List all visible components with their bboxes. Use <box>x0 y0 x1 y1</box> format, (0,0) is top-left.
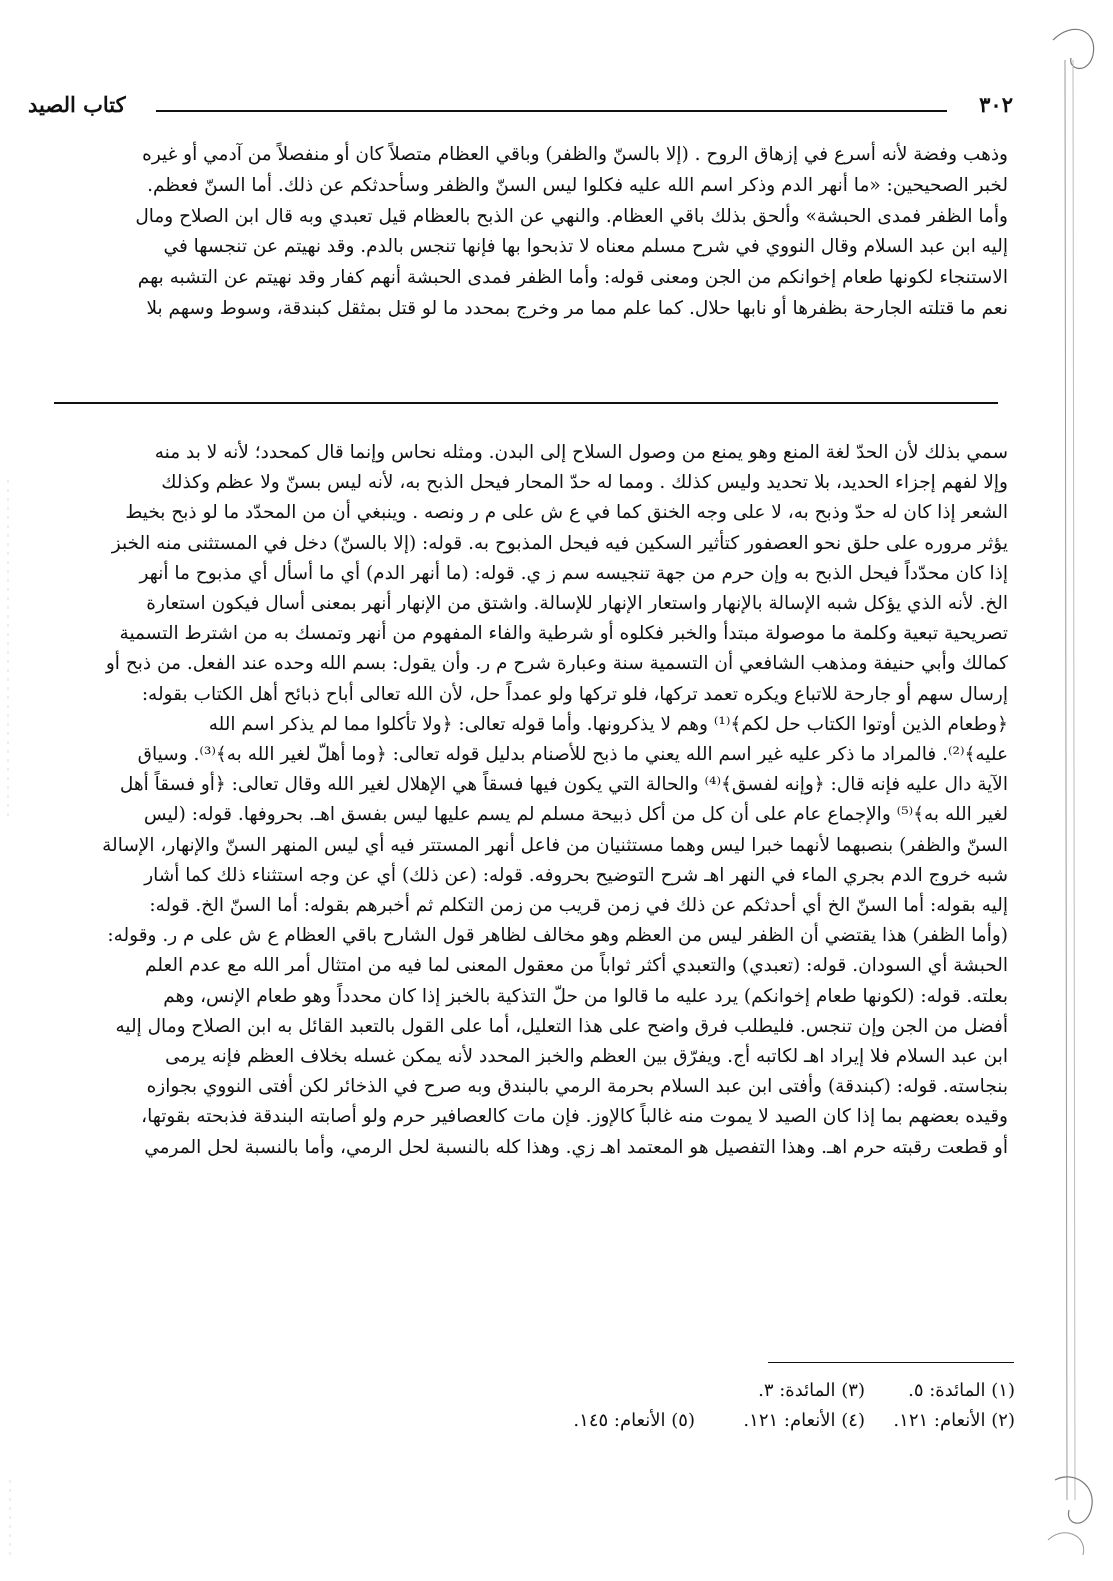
main-text <box>26 140 1008 325</box>
commentary-line: إرسال سهم أو جارحة للاتباع ويكره تعمد تركها، فلو تركها ولو عمداً حل، لأن الله تعالى أباح ذبائح أهل الكتاب بقوله: <box>141 683 1008 705</box>
commentary-line: لغير الله به﴾⁽⁵⁾ والإجماع عام على أن كل من أكل ذبيحة مسلم لم يسم عليها ليس بفسق اهـ. بحروفها. قوله: (ليس <box>143 804 1008 826</box>
commentary-line: وإلا لفهم إجزاء الحديد، بلا تحديد وليس كذلك . ومما له حدّ المحار فيحل الذبح به، لأنه ليس بسنّ ولا عظم وكذلك <box>161 472 1008 494</box>
commentary-line: يؤثر مروره على حلق نحو العصفور كتأثير السكين فيه فيحل المذبوح به. قوله: (إلا بالسنّ) دخل في المستثنى منه الخبز <box>111 532 1008 554</box>
commentary-line: السنّ والظفر) بنصبهما لأنهما خبرا ليس وهما مستثنيان من فاعل أنهر المستتر فيه أي ليس المنهر السنّ والإنهار، الإسالة <box>102 834 1008 856</box>
section-divider <box>54 402 998 404</box>
footnote-row <box>375 1376 1015 1406</box>
main-text-line: وذهب وفضة لأنه أسرع في إزهاق الروح . (إلا بالسنّ والظفر) وباقي العظام متصلاً كان أو منفصلاً من آدمي أو غيره <box>142 144 1008 165</box>
running-title: كتاب الصيد <box>28 92 126 117</box>
commentary-line: عليه﴾⁽²⁾. فالمراد ما ذكر عليه غير اسم الله يعني ما ذبح للأصنام بدليل قوله تعالى: ﴿وما أهلّ لغير الله به﴾⁽³⁾. وسياق <box>137 744 1008 766</box>
footnote-3: (٣) المائدة: ٣. <box>758 1380 865 1401</box>
footnotes <box>375 1376 1015 1436</box>
commentary-line: ابن عبد السلام فلا إيراد اهـ لكاتبه أج. ويفرّق بين العظم والخبز المحدد لأنه يمكن غسله بخلاف العظم فإنه يرمى <box>165 1046 1008 1068</box>
commentary-line: بعلته. قوله: (لكونها طعام إخوانكم) يرد عليه ما قالوا من حلّ التذكية بالخبز إذا كان محدداً وهو طعام الإنس، وهم <box>163 985 1008 1007</box>
commentary-line: ﴿وطعام الذين أوتوا الكتاب حل لكم﴾⁽¹⁾ وهم لا يذكرونها. وأما قوله تعالى: ﴿ولا تأكلوا مما لم يذكر اسم الله <box>208 713 1008 735</box>
footnote-1: (١) المائدة: ٥. <box>908 1380 1015 1401</box>
commentary-line: شبه خروج الدم بجري الماء في النهر اهـ شرح التوضيح بحروفه. قوله: (عن ذلك) أي عن وجه استثناء ذلك كما أشار <box>144 864 1008 886</box>
main-text-line: إليه ابن عبد السلام وقال النووي في شرح مسلم معناه لا تذبحوا بها فإنها تنجس بالدم. وقد نهيتم عن تنجسها في <box>163 236 1008 258</box>
main-text-line: لخبر الصحيحين: «ما أنهر الدم وذكر اسم الله عليه فكلوا ليس السنّ والظفر وسأحدثكم عن ذلك. أما السنّ فعظم. <box>147 174 1008 196</box>
header-rule <box>156 110 947 112</box>
commentary-line: الحبشة أي السودان. قوله: (تعبدي) والتعبدي أكثر ثواباً من معقول المعنى لما فيه من امتثال أمر الله مع عدم العلم <box>145 955 1008 977</box>
main-text-line: الاستنجاء لكونها طعام إخوانكم من الجن ومعنى قوله: وأما الظفر فمدى الحبشة أنهم كفار وقد نهيتم عن التشبه بهم <box>137 267 1008 289</box>
page-ornament-right <box>1043 0 1113 1581</box>
commentary-line: بنجاسته. قوله: (كبندقة) وأفتى ابن عبد السلام بحرمة الرمي بالبندق وبه صرح في الذخائر لكن أفتى النووي بجوازه <box>146 1076 1008 1098</box>
commentary-line: (وأما الظفر) هذا يقتضي أن الظفر ليس من العظم وهو مخالف لظاهر قول الشارح باقي العظام ع ش على م ر. وقوله: <box>107 925 1008 947</box>
footnote-5: (٥) الأنعام: ١٤٥. <box>573 1410 695 1431</box>
page-header <box>28 86 1013 126</box>
commentary-line: أو قطعت رقبته حرم اهـ. وهذا التفصيل هو المعتمد اهـ زي. وهذا كله بالنسبة لحل الرمي، وأما بالنسبة لحل المرمي <box>144 1136 1008 1158</box>
page-number: ٣٠٢ <box>979 92 1013 117</box>
footnote-4: (٤) الأنعام: ١٢١. <box>743 1410 865 1431</box>
commentary-line: كمالك وأبي حنيفة ومذهب الشافعي أن التسمية سنة وعبارة شرح م ر. وأن يقول: بسم الله وحده عند الفعل. من ذبح أو <box>105 653 1008 675</box>
commentary-line: أفضل من الجن وإن تنجس. فليطلب فرق واضح على هذا التعليل، أما على القول بالتعبد القائل به ابن الصلاح ومال إليه <box>115 1015 1008 1037</box>
main-text-line: وأما الظفر فمدى الحبشة» وألحق بذلك باقي العظام. والنهي عن الذبح بالعظام قيل تعبدي وبه قال ابن الصلاح ومال <box>135 205 1008 227</box>
footnote-rule <box>768 1362 1014 1363</box>
commentary-line: الخ. لأنه الذي يؤكل شبه الإسالة بالإنهار واستعار الإنهار للإسالة. واشتق من الإنهار أنهر بمعنى أسال فيكون استعارة <box>146 593 1008 615</box>
commentary-line: الآية دال عليه فإنه قال: ﴿وإنه لفسق﴾⁽⁴⁾ والحالة التي يكون فيها فسقاً هي الإهلال لغير الله وقال تعالى: ﴿أو فسقاً أهل <box>119 774 1008 796</box>
commentary-line: إذا كان محدّداً فيحل الذبح به وإن حرم من جهة تنجيسه سم ز ي. قوله: (ما أنهر الدم) أي ما أسأل أي مذبوح ما أنهر <box>139 562 1008 584</box>
commentary-line: وقيده بعضهم بما إذا كان الصيد لا يموت منه غالباً كالإوز. فإن مات كالعصافير حرم ولو أصابته البندقة فذبحته بقوتها، <box>141 1106 1008 1128</box>
commentary-line: تصريحية تبعية وكلمة ما موصولة مبتدأ والخبر فكلوه أو شرطية والفاء المفهوم من أنهر وتمسك به من اشترط التسمية <box>119 623 1008 645</box>
commentary-line: الشعر إذا كان له حدّ وذبح به، لا على وجه الخنق كما في ع ش على م ر ونصه . وينبغي أن من المحدّد ما لو ذبح بخيط <box>125 502 1008 524</box>
footnote-2: (٢) الأنعام: ١٢١. <box>893 1410 1015 1431</box>
main-text-line: نعم ما قتلته الجارحة بظفرها أو نابها حلال. كما علم مما مر وخرج بمحدد ما لو قتل بمثقل كبندقة، وسوط وسهم بلا <box>146 297 1008 319</box>
commentary-line: سمي بذلك لأن الحدّ لغة المنع وهو يمنع من وصول السلاح إلى البدن. ومثله نحاس وإنما قال كمحدد؛ لأنه لا بد منه <box>154 442 1008 463</box>
footnote-row <box>375 1406 1015 1436</box>
commentary-text <box>40 438 1008 1163</box>
commentary-line: إليه بقوله: أما السنّ الخ أي أحدثكم عن ذلك في زمن قريب من زمن التكلم ثم أخبرهم بقوله: أما السنّ الخ. قوله: <box>149 895 1008 917</box>
